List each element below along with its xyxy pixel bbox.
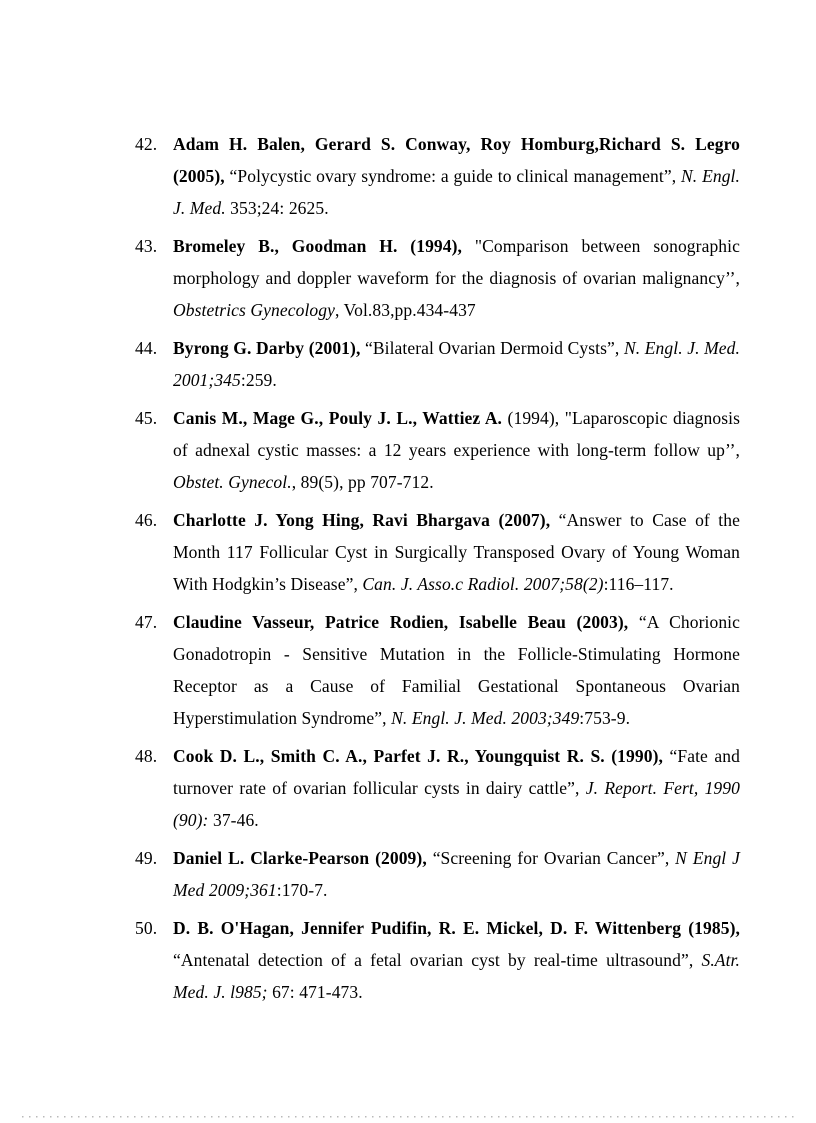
reference-segment-bold: Canis M., Mage G., Pouly J. L., Wattiez A. [173,408,508,428]
reference-segment-normal: :259. [240,370,277,390]
reference-text [173,746,740,830]
reference-segment-italic: Obstetrics Gynecology [173,300,335,320]
reference-segment-bold: Byrong G. Darby (2001), [173,338,365,358]
reference-number: 45. [135,408,158,428]
reference-segment-normal: "Comparison between sonographic morphology and doppler waveform for the diagnosis of ovarian malignancy’’, [173,236,740,288]
reference-segment-normal: “Antenatal detection of a fetal ovarian cyst by real-time ultrasound”, [173,950,702,970]
reference-item [135,128,740,224]
reference-item [135,740,740,836]
reference-segment-normal: “Bilateral Ovarian Dermoid Cysts”, [364,338,624,358]
reference-segment-normal: :116–117. [603,574,674,594]
reference-segment-italic: Can. J. Asso.c Radiol. 2007;58(2) [362,574,604,594]
reference-segment-bold: Charlotte J. Yong Hing, Ravi Bhargava (2007), [173,510,559,530]
reference-segment-normal: “Answer to Case of the Month 117 Follicular Cyst in Surgically Transposed Ovary of Young Woman With Hodgkin’s Disease”, [173,510,740,594]
reference-text [173,338,740,390]
reference-number: 43. [135,236,158,256]
reference-text [173,236,740,320]
reference-segment-italic: N. Engl. J. Med. 2003;349 [391,708,580,728]
reference-segment-italic: J. Report. Fert, 1990 (90): [173,778,740,830]
reference-number: 50. [135,918,158,938]
reference-segment-italic: N. Engl. J. Med. [173,166,740,218]
reference-text [173,510,740,594]
reference-segment-normal: “Polycystic ovary syndrome: a guide to clinical management”, [229,166,682,186]
reference-segment-bold: Adam H. Balen, Gerard S. Conway, Roy Homburg,Richard S. Legro (2005), [173,134,740,186]
reference-text [173,918,740,1002]
reference-segment-normal: 353;24: 2625. [230,198,329,218]
reference-segment-normal: :753-9. [579,708,631,728]
reference-segment-italic: Obstet. Gynecol. [173,472,292,492]
reference-number: 47. [135,612,158,632]
reference-segment-normal: “A Chorionic Gonadotropin - Sensitive Mutation in the Follicle-Stimulating Hormone Receptor as a Cause of Familial Gestational Spontaneous Ovarian Hyperstimulation Syndrome”, [173,612,741,728]
reference-segment-bold: Cook D. L., Smith C. A., Parfet J. R., Youngquist R. S. (1990), [173,746,670,766]
reference-segment-normal: , Vol.83,pp.434-437 [334,300,476,320]
reference-segment-normal: “Fate and turnover rate of ovarian follicular cysts in dairy cattle”, [173,746,740,798]
reference-segment-bold: Bromeley B., Goodman H. (1994), [173,236,475,256]
page-bottom-dotted-line [22,1116,794,1118]
reference-number: 48. [135,746,158,766]
reference-segment-bold: Claudine Vasseur, Patrice Rodien, Isabelle Beau (2003), [173,612,639,632]
reference-text [173,848,740,900]
reference-text [173,408,740,492]
reference-number: 42. [135,134,158,154]
reference-segment-bold: Daniel L. Clarke-Pearson (2009), [173,848,433,868]
reference-segment-italic: S.Atr. Med. J. l985; [173,950,740,1002]
reference-number: 44. [135,338,158,358]
reference-segment-normal: (1994), "Laparoscopic diagnosis of adnexal cystic masses: a 12 years experience with long-term follow up’’, [173,408,740,460]
reference-segment-normal: , 89(5), pp 707-712. [291,472,434,492]
reference-text [173,612,740,728]
reference-segment-normal: :170-7. [276,880,328,900]
reference-segment-italic: N Engl J Med 2009;361 [173,848,741,900]
reference-item [135,606,740,734]
reference-text [173,134,740,218]
reference-item [135,842,740,906]
references-list [135,128,740,1014]
reference-item [135,332,740,396]
reference-segment-normal: “Screening for Ovarian Cancer”, [432,848,676,868]
reference-segment-bold: D. B. O'Hagan, Jennifer Pudifin, R. E. Mickel, D. F. Wittenberg (1985), [173,918,740,938]
reference-item [135,504,740,600]
reference-number: 49. [135,848,158,868]
reference-number: 46. [135,510,158,530]
reference-item [135,230,740,326]
reference-item [135,912,740,1008]
reference-segment-normal: 37-46. [212,810,259,830]
reference-item [135,402,740,498]
reference-segment-normal: 67: 471-473. [272,982,363,1002]
reference-segment-italic: N. Engl. J. Med. 2001;345 [173,338,740,390]
